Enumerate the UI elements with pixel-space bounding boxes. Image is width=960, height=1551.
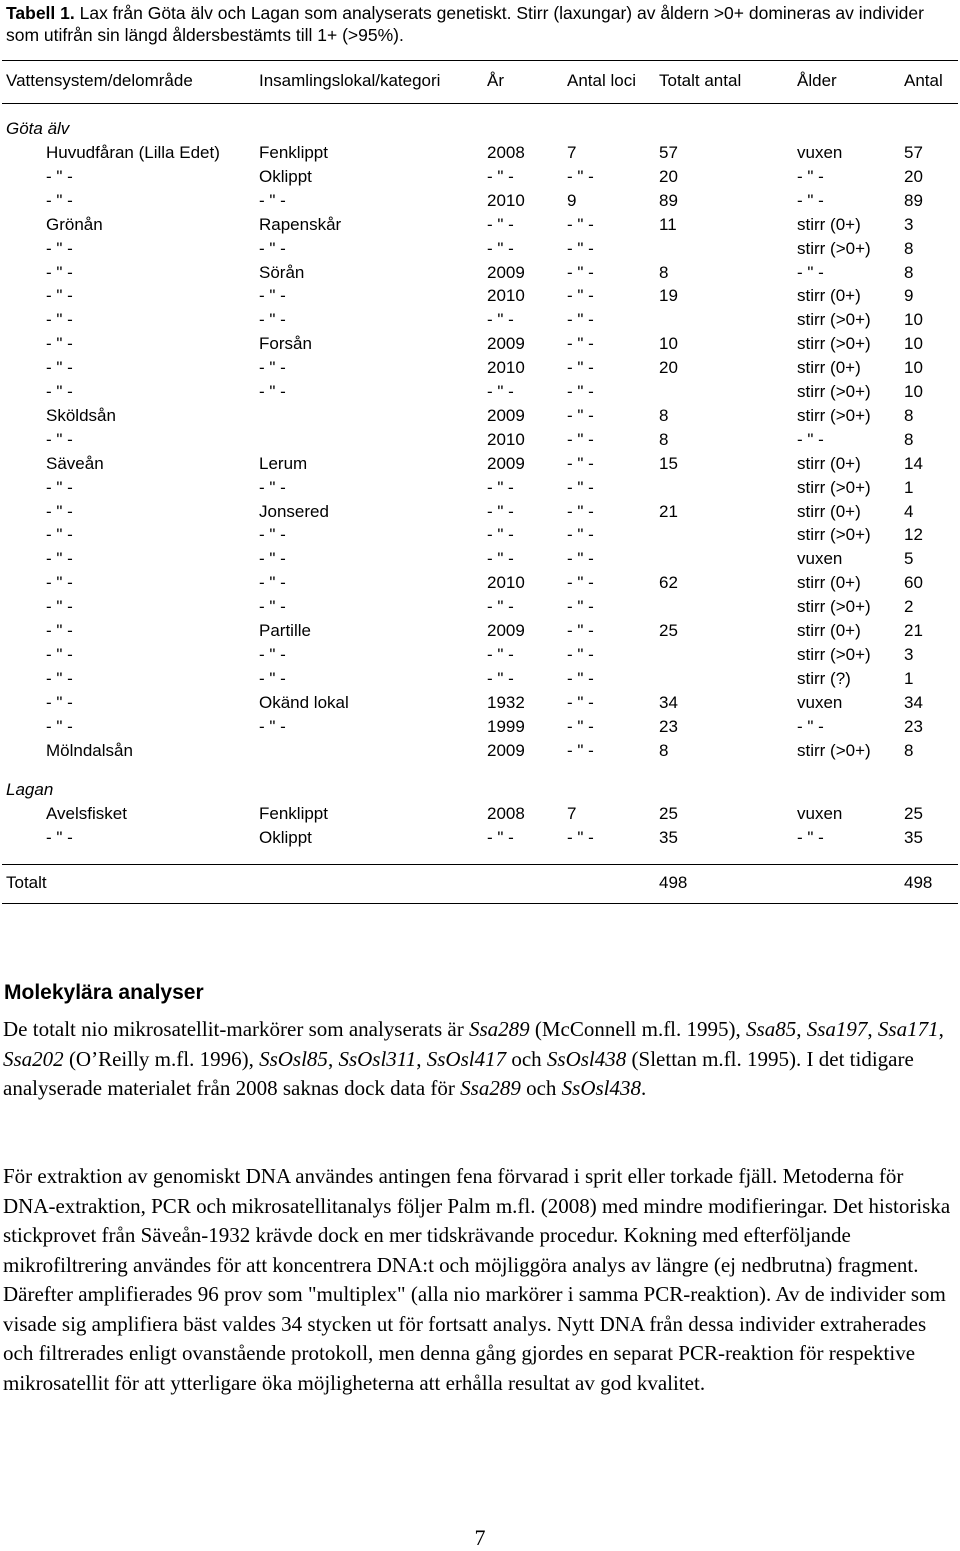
marker-name: Ssa289 [468,1017,530,1041]
table-cell-total: 25 [659,621,678,640]
paragraph-markers [3,1015,953,1104]
table-cell-loci: - " - [567,382,594,401]
table-cell-site: Fenklippt [259,143,328,162]
table-cell-year: 2009 [487,621,525,640]
table-cell-area: - " - [46,597,73,616]
table-cell-age: stirr (0+) [797,573,861,592]
table-cell-area: - " - [46,645,73,664]
table-cell-site: Oklippt [259,828,312,847]
table-cell-age: - " - [797,717,824,736]
table-cell-site: Lerum [259,454,308,473]
table-cell-age: stirr (>0+) [797,741,871,760]
table-cell-total: 8 [659,741,669,760]
table-cell-count: 2 [904,597,914,616]
table-cell-count: 8 [904,239,914,258]
table-cell-age: stirr (>0+) [797,525,871,544]
total-label: Totalt [6,873,47,892]
column-header-loci: Antal loci [567,71,636,90]
table-cell-site: Partille [259,621,311,640]
table-cell-loci: - " - [567,525,594,544]
table-cell-loci: - " - [567,645,594,664]
column-header-age: Ålder [797,71,837,90]
table-cell-year: - " - [487,215,514,234]
table-cell-area: - " - [46,669,73,688]
table-cell-total: 19 [659,286,678,305]
table-cell-count: 60 [904,573,923,592]
table-cell-year: 2008 [487,804,525,823]
table-cell-area: - " - [46,525,73,544]
table-cell-count: 4 [904,502,914,521]
table-cell-loci: 7 [567,143,577,162]
table-cell-area: - " - [46,478,73,497]
table-cell-site: - " - [259,478,286,497]
table-cell-count: 23 [904,717,923,736]
table-cell-age: stirr (0+) [797,454,861,473]
table-cell-year: 2008 [487,143,525,162]
table-cell-site: - " - [259,286,286,305]
table-cell-loci: - " - [567,549,594,568]
table-cell-year: - " - [487,549,514,568]
table-cell-year: 2009 [487,454,525,473]
table-cell-loci: - " - [567,215,594,234]
table-cell-area: Mölndalsån [46,741,133,760]
table-cell-area: - " - [46,334,73,353]
table-cell-age: stirr (>0+) [797,334,871,353]
text-run: och [506,1046,547,1071]
table-cell-area: Grönån [46,215,103,234]
table-cell-area: - " - [46,693,73,712]
table-cell-age: stirr (>0+) [797,645,871,664]
column-header-count: Antal [904,71,943,90]
page-number: 7 [474,1525,486,1550]
table-cell-year: - " - [487,828,514,847]
table-cell-loci: - " - [567,478,594,497]
group-label: Lagan [6,780,54,799]
table-cell-site: Rapenskår [259,215,342,234]
table-cell-site: Sörån [259,263,305,282]
table-cell-year: - " - [487,310,514,329]
table-cell-site: - " - [259,669,286,688]
table-cell-site: Jonsered [259,502,329,521]
table-cell-loci: - " - [567,828,594,847]
table-top-rule [2,60,958,61]
text-run: (O’Reilly m.fl. 1996), [63,1046,260,1071]
table-cell-count: 89 [904,191,923,210]
table-cell-loci: - " - [567,621,594,640]
table-cell-total: 15 [659,454,678,473]
table-cell-age: stirr (0+) [797,286,861,305]
table-caption-label: Tabell 1. [6,3,75,23]
table-cell-age: stirr (>0+) [797,406,871,425]
table-cell-year: - " - [487,502,514,521]
table-cell-age: stirr (0+) [797,502,861,521]
table-cell-area: Säveån [46,454,104,473]
table-caption-text: Lax från Göta älv och Lagan som analyserats genetiskt. Stirr (laxungar) av åldern >0+ domineras av individer som utifrån sin längd åldersbestämts till 1+ (>95%). [6,3,924,45]
group-label: Göta älv [6,119,70,138]
table-cell-year: 2009 [487,741,525,760]
table-cell-age: stirr (>0+) [797,239,871,258]
table-cell-area: - " - [46,828,73,847]
table-cell-loci: - " - [567,286,594,305]
table-cell-site: - " - [259,382,286,401]
text-run: , [796,1017,807,1041]
table-cell-loci: 7 [567,804,577,823]
section-heading: Molekylära analyser [4,981,204,1004]
table-cell-loci: - " - [567,358,594,377]
table-cell-area: - " - [46,358,73,377]
table-cell-loci: - " - [567,502,594,521]
text-run: För extraktion av genomiskt DNA användes antingen fena förvarad i sprit eller torkade fjäll. Metoderna för DNA-extraktion, PCR och mikrosatellitanalys följer Palm m.fl. (2008) med mindre modifieringar. Det historiska stickprovet från Säveån-1932 krävde dock en mer tidskrävande procedur. Kokning med efterföljande mikrofiltrering användes för att koncentrera DNA:t och möjliggöra analys av längre (ej nedbrutna) fragment. Därefter amplifierades 96 prov som "multiplex" (alla nio markörer i samma PCR-reaktion). Av de individer som visade sig amplifiera bäst valdes 34 stycken ut för fortsatt analys. Nytt DNA från dessa individer extraherades och filtrerades enligt ovanstående protokoll, men denna gång gjordes en separat PCR-reaktion för respektive mikrosatellit för att ytterligare öka möjligheterna att erhålla resultat av god kvalitet. [3,1164,951,1395]
table-cell-total: 62 [659,573,678,592]
table-cell-count: 8 [904,263,914,282]
table-cell-count: 34 [904,693,923,712]
table-cell-site: - " - [259,645,286,664]
text-run: , [327,1046,339,1071]
table-cell-age: - " - [797,430,824,449]
table-cell-loci: - " - [567,167,594,186]
table-cell-year: 2009 [487,334,525,353]
table-cell-count: 10 [904,310,923,329]
text-run: (McConnell m.fl. 1995), [529,1017,747,1041]
table-cell-age: stirr (?) [797,669,851,688]
table-cell-loci: - " - [567,597,594,616]
column-header-total: Totalt antal [659,71,742,90]
table-cell-loci: - " - [567,573,594,592]
table-cell-total: 8 [659,430,669,449]
table-cell-count: 57 [904,143,923,162]
table-cell-year: - " - [487,167,514,186]
table-cell-age: stirr (0+) [797,621,861,640]
table-cell-site: - " - [259,573,286,592]
table-cell-loci: - " - [567,693,594,712]
marker-name: SsOsl438 [546,1046,627,1071]
table-cell-year: 1932 [487,693,525,712]
table-cell-year: - " - [487,669,514,688]
table-cell-loci: - " - [567,263,594,282]
table-cell-area: - " - [46,239,73,258]
total-count: 498 [904,873,933,892]
table-cell-age: stirr (>0+) [797,382,871,401]
table-cell-year: 2010 [487,430,525,449]
table-cell-count: 35 [904,828,923,847]
table-cell-count: 9 [904,286,914,305]
table-cell-area: - " - [46,430,73,449]
table-cell-total: 21 [659,502,678,521]
table-cell-site: - " - [259,717,286,736]
table-cell-total: 35 [659,828,678,847]
table-cell-age: - " - [797,167,824,186]
column-header-area: Vattensystem/delområde [6,71,193,90]
table-cell-area: - " - [46,191,73,210]
table-total-rule [2,864,958,865]
column-header-site: Insamlingslokal/kategori [259,71,441,90]
column-header-year: År [487,71,504,90]
table-cell-area: - " - [46,502,73,521]
table-cell-loci: - " - [567,454,594,473]
table-cell-total: 25 [659,804,678,823]
table-cell-age: vuxen [797,804,843,823]
table-cell-total: 8 [659,263,669,282]
table-cell-year: 2010 [487,286,525,305]
marker-name: Ssa85 [746,1017,797,1041]
table-cell-count: 3 [904,645,914,664]
table-cell-total: 20 [659,358,678,377]
table-cell-area: - " - [46,167,73,186]
table-cell-year: - " - [487,645,514,664]
table-cell-total: 11 [659,215,677,234]
marker-name: SsOsl85 [259,1046,328,1071]
table-cell-age: stirr (0+) [797,215,861,234]
table-cell-area: Avelsfisket [46,804,127,823]
table-cell-site: - " - [259,525,286,544]
table-cell-age: stirr (>0+) [797,597,871,616]
table-cell-count: 10 [904,334,923,353]
table-cell-age: - " - [797,828,824,847]
marker-name: Ssa202 [3,1046,64,1071]
table-cell-loci: - " - [567,310,594,329]
marker-name: Ssa171 [877,1017,939,1041]
table-cell-age: - " - [797,263,824,282]
table-cell-count: 14 [904,454,923,473]
table-cell-total: 57 [659,143,678,162]
table-cell-age: stirr (>0+) [797,478,871,497]
table-cell-area: - " - [46,549,73,568]
table-cell-count: 8 [904,741,914,760]
table-cell-count: 10 [904,358,923,377]
table-cell-count: 8 [904,406,914,425]
table-cell-area: - " - [46,382,73,401]
table-cell-loci: - " - [567,334,594,353]
table-cell-count: 8 [904,430,914,449]
marker-name: SsOsl311 [338,1046,417,1071]
table-cell-site: - " - [259,597,286,616]
table-cell-year: - " - [487,478,514,497]
table-cell-area: - " - [46,621,73,640]
table-cell-site: Fenklippt [259,804,328,823]
text-run: , [416,1046,427,1071]
paragraph-methods [3,1162,953,1398]
table-cell-site: - " - [259,191,286,210]
marker-name: Ssa289 [460,1076,521,1100]
table-cell-year: 2010 [487,573,525,592]
table-cell-count: 20 [904,167,923,186]
table-cell-loci: - " - [567,741,594,760]
table-cell-year: 2010 [487,358,525,377]
table-cell-age: stirr (>0+) [797,310,871,329]
total-count-total: 498 [659,873,688,892]
table-cell-loci: - " - [567,239,594,258]
text-run: (Slettan m.fl. 1995). I det tidigare analyserade materialet från 2008 saknas dock data för [3,1046,914,1100]
text-run: , [867,1017,878,1041]
table-cell-year: 1999 [487,717,525,736]
text-run: . [641,1076,647,1100]
table-header-rule [2,103,958,104]
table-cell-count: 3 [904,215,914,234]
table-cell-site: Okänd lokal [259,693,349,712]
table-cell-site: - " - [259,358,286,377]
table-cell-area: - " - [46,573,73,592]
table-cell-year: - " - [487,239,514,258]
table-cell-loci: - " - [567,669,594,688]
table-bottom-rule [2,903,958,904]
table-cell-age: stirr (0+) [797,358,861,377]
table-cell-area: - " - [46,263,73,282]
table-cell-year: - " - [487,382,514,401]
table-cell-area: - " - [46,286,73,305]
table-cell-age: vuxen [797,693,843,712]
table-cell-area: Sköldsån [46,406,116,425]
table-cell-site: - " - [259,310,286,329]
table-cell-year: 2009 [487,263,525,282]
table-cell-year: 2009 [487,406,525,425]
table-cell-age: vuxen [797,143,843,162]
table-cell-count: 25 [904,804,923,823]
table-cell-total: 23 [659,717,678,736]
table-cell-loci: - " - [567,717,594,736]
table-cell-count: 10 [904,382,923,401]
marker-name: SsOsl438 [561,1076,642,1100]
marker-name: SsOsl417 [426,1046,507,1071]
marker-name: Ssa197 [806,1017,868,1041]
table-cell-loci: - " - [567,430,594,449]
table-cell-count: 21 [904,621,923,640]
table-cell-site: Forsån [259,334,312,353]
table-cell-site: Oklippt [259,167,312,186]
table-cell-count: 1 [904,478,914,497]
table-cell-total: 8 [659,406,669,425]
table-cell-total: 89 [659,191,678,210]
table-cell-count: 5 [904,549,914,568]
table-cell-area: - " - [46,717,73,736]
table-cell-area: - " - [46,310,73,329]
table-cell-year: - " - [487,597,514,616]
text-run: De totalt nio mikrosatellit-markörer som analyserats är [3,1017,469,1041]
table-cell-age: vuxen [797,549,843,568]
table-cell-loci: - " - [567,406,594,425]
table-cell-total: 34 [659,693,678,712]
table-cell-year: 2010 [487,191,525,210]
table-cell-site: - " - [259,549,286,568]
table-cell-loci: 9 [567,191,577,210]
text-run: , [938,1017,944,1041]
table-cell-count: 1 [904,669,914,688]
table-cell-age: - " - [797,191,824,210]
table-cell-count: 12 [904,525,923,544]
table-cell-site: - " - [259,239,286,258]
table-cell-total: 10 [659,334,678,353]
table-cell-area: Huvudfåran (Lilla Edet) [46,143,220,162]
table-cell-year: - " - [487,525,514,544]
text-run: och [520,1076,562,1100]
table-caption [6,2,951,46]
table-cell-total: 20 [659,167,678,186]
